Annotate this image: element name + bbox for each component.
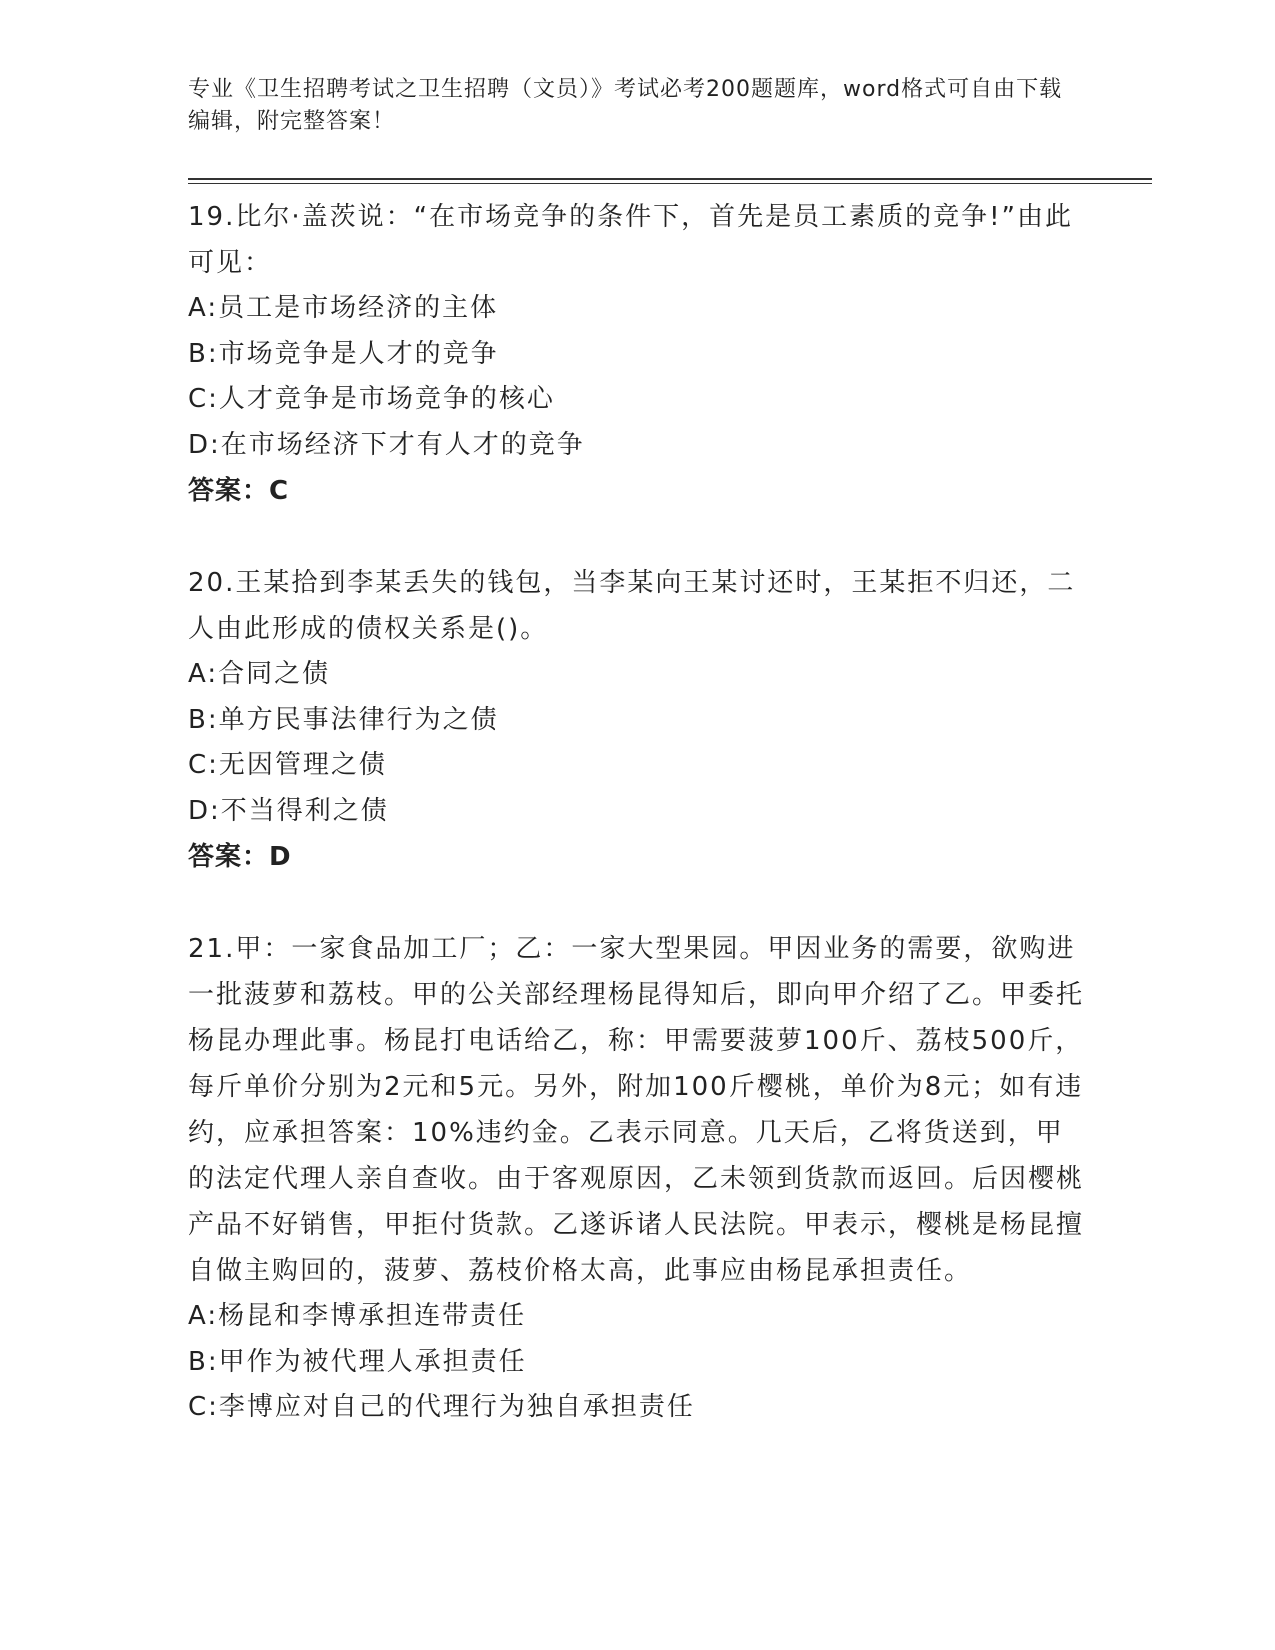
option-b: B:甲作为被代理人承担责任 <box>188 1346 527 1377</box>
option-c: C:人才竞争是市场竞争的核心 <box>188 384 555 414</box>
question-21 <box>188 922 1088 1431</box>
option-c: C:无因管理之债 <box>188 750 387 780</box>
question-spacer <box>188 880 1088 922</box>
option-d: D:不当得利之债 <box>188 795 389 826</box>
option-a: A:合同之债 <box>188 659 331 689</box>
option-d: D:在市场经济下才有人才的竞争 <box>188 429 585 460</box>
question-stem: 19.比尔·盖茨说：“在市场竞争的条件下，首先是员工素质的竞争!”由此可见： <box>188 202 1073 278</box>
header-divider-thick <box>188 178 1152 180</box>
question-20 <box>188 556 1088 880</box>
question-19 <box>188 188 1088 514</box>
answer-label: 答案：C <box>188 476 290 506</box>
question-list <box>188 188 1088 1431</box>
question-spacer <box>188 514 1088 556</box>
option-a: A:员工是市场经济的主体 <box>188 293 499 323</box>
answer-label: 答案：D <box>188 842 292 872</box>
question-stem: 20.王某拾到李某丢失的钱包，当李某向王某讨还时，王某拒不归还，二人由此形成的债权关系是()。 <box>188 568 1076 644</box>
header-divider-thin <box>188 183 1152 184</box>
document-header: 专业《卫生招聘考试之卫生招聘（文员）》考试必考200题题库，word格式可自由下载编辑，附完整答案！ <box>188 77 1063 134</box>
option-b: B:市场竞争是人才的竞争 <box>188 338 499 369</box>
option-a: A:杨昆和李博承担连带责任 <box>188 1301 527 1331</box>
option-c: C:李博应对自己的代理行为独自承担责任 <box>188 1392 695 1422</box>
option-b: B:单方民事法律行为之债 <box>188 704 499 735</box>
question-stem: 21.甲：一家食品加工厂；乙：一家大型果园。甲因业务的需要，欲购进一批菠萝和荔枝。甲的公关部经理杨昆得知后，即向甲介绍了乙。甲委托杨昆办理此事。杨昆打电话给乙，称：甲需要菠萝100斤、荔枝500斤，每斤单价分别为2元和5元。另外，附加100斤樱桃，单价为8元；如有违约，应承担答案：10%违约金。乙表示同意。几天后，乙将货送到，甲的法定代理人亲自查收。由于客观原因，乙未领到货款而返回。后因樱桃产品不好销售，甲拒付货款。乙遂诉诸人民法院。甲表示，樱桃是杨昆擅自做主购回的，菠萝、荔枝价格太高，此事应由杨昆承担责任。 <box>188 934 1085 1286</box>
